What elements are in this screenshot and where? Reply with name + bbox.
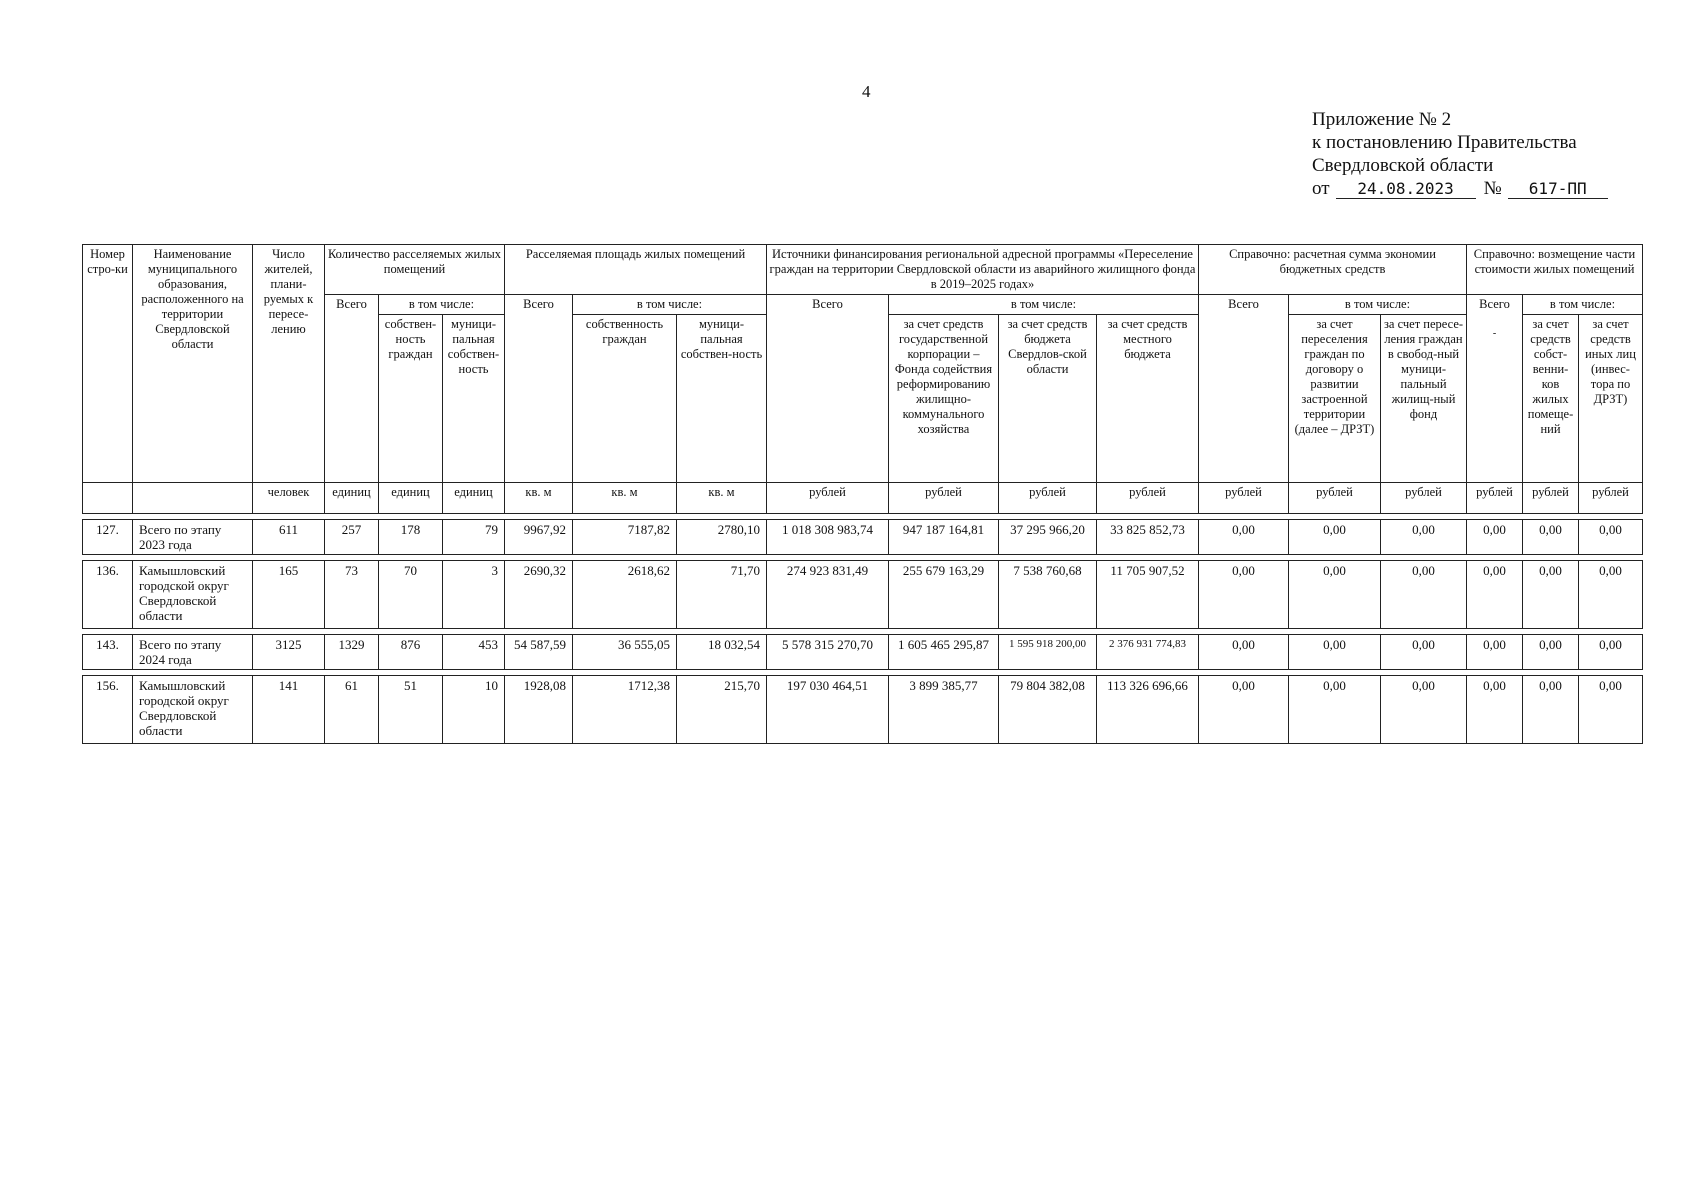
row-fin-total: 197 030 464,51 [767,676,889,744]
row-comp-owners: 0,00 [1523,520,1579,555]
units-row [83,483,1643,514]
table-row [83,520,1643,555]
row-fin-local: 11 705 907,52 [1097,561,1199,629]
resettlement-table [82,244,1643,744]
row-fin-total: 274 923 831,49 [767,561,889,629]
row-residents: 611 [253,520,325,555]
row-name: Камышловский городской округ Свердловской области [133,561,253,629]
row-name: Всего по этапу 2023 года [133,520,253,555]
row-comp-other: 0,00 [1579,676,1643,744]
row-comp-owners: 0,00 [1523,676,1579,744]
row-fin-region: 79 804 382,08 [999,676,1097,744]
table-row [83,635,1643,670]
unit-econ-total: рублей [1199,483,1289,514]
row-comp-owners: 0,00 [1523,635,1579,670]
unit-econ-drzt: рублей [1289,483,1381,514]
unit-econ-free: рублей [1381,483,1467,514]
row-comp-total: 0,00 [1467,520,1523,555]
header-econ-free: за счет пересе-ления граждан в свобод-ный муници-пальный жилищ-ный фонд [1381,315,1467,483]
row-fin-fund: 3 899 385,77 [889,676,999,744]
header-fin-local: за счет средств местного бюджета [1097,315,1199,483]
row-fin-local: 33 825 852,73 [1097,520,1199,555]
unit-area-municipal: кв. м [677,483,767,514]
row-area-owned: 7187,82 [573,520,677,555]
header-area-including: в том числе: [573,295,767,315]
appendix-date-line [1312,177,1608,200]
row-rooms-owned: 876 [379,635,443,670]
row-area-total: 1928,08 [505,676,573,744]
unit-fin-total: рублей [767,483,889,514]
appendix-resolution: к постановлению Правительства [1312,132,1577,153]
header-fin-fund: за счет средств государственной корпорации – Фонда содействия реформированию жилищно-коммунального хозяйства [889,315,999,483]
unit-rooms-owned: единиц [379,483,443,514]
header-rooms-including: в том числе: [379,295,505,315]
header-comp-total: Всего - [1467,295,1523,483]
row-rooms-total: 257 [325,520,379,555]
row-comp-other: 0,00 [1579,561,1643,629]
row-residents: 165 [253,561,325,629]
row-econ-total: 0,00 [1199,520,1289,555]
row-comp-other: 0,00 [1579,635,1643,670]
row-residents: 141 [253,676,325,744]
header-economy-group: Справочно: расчетная сумма экономии бюджетных средств [1199,245,1467,295]
row-econ-drzt: 0,00 [1289,520,1381,555]
row-econ-free: 0,00 [1381,520,1467,555]
row-fin-region: 7 538 760,68 [999,561,1097,629]
row-econ-total: 0,00 [1199,561,1289,629]
row-econ-total: 0,00 [1199,676,1289,744]
appendix-region: Свердловской области [1312,155,1494,176]
row-fin-local: 113 326 696,66 [1097,676,1199,744]
header-comp-owners: за счет средств собст-венни-ков жилых помеще-ний [1523,315,1579,483]
page-number: 4 [862,82,871,101]
row-rooms-municipal: 3 [443,561,505,629]
table-row [83,561,1643,629]
row-rooms-owned: 51 [379,676,443,744]
row-num: 156. [83,676,133,744]
header-area-group: Расселяемая площадь жилых помещений [505,245,767,295]
row-comp-owners: 0,00 [1523,561,1579,629]
header-comp-including: в том числе: [1523,295,1643,315]
header-num: Номер стро-ки [83,245,133,483]
appendix-title: Приложение № 2 [1312,109,1452,130]
resolution-number: 617-ПП [1508,180,1608,199]
header-econ-including: в том числе: [1289,295,1467,315]
row-rooms-municipal: 10 [443,676,505,744]
date-prefix: от [1312,178,1330,199]
row-area-municipal: 215,70 [677,676,767,744]
row-area-owned: 36 555,05 [573,635,677,670]
row-comp-total: 0,00 [1467,561,1523,629]
row-area-total: 54 587,59 [505,635,573,670]
row-fin-local: 2 376 931 774,83 [1097,635,1199,670]
header-rooms-group: Количество расселяемых жилых помещений [325,245,505,295]
header-rooms-municipal: муници-пальная собствен-ность [443,315,505,483]
header-fin-including: в том числе: [889,295,1199,315]
unit-people: человек [253,483,325,514]
row-area-municipal: 71,70 [677,561,767,629]
row-econ-free: 0,00 [1381,676,1467,744]
row-area-owned: 2618,62 [573,561,677,629]
header-econ-drzt: за счет переселения граждан по договору о развитии застроенной территории (далее – ДРЗТ) [1289,315,1381,483]
number-prefix: № [1483,178,1502,199]
row-comp-total: 0,00 [1467,676,1523,744]
row-econ-total: 0,00 [1199,635,1289,670]
header-name: Наименование муниципального образования, расположенного на территории Свердловской области [133,245,253,483]
resolution-date: 24.08.2023 [1336,180,1476,199]
row-fin-region: 1 595 918 200,00 [999,635,1097,670]
row-fin-fund: 947 187 164,81 [889,520,999,555]
row-comp-total: 0,00 [1467,635,1523,670]
row-area-municipal: 18 032,54 [677,635,767,670]
header-area-owned: собственность граждан [573,315,677,483]
unit-area-total: кв. м [505,483,573,514]
unit-fin-fund: рублей [889,483,999,514]
row-num: 127. [83,520,133,555]
row-rooms-municipal: 453 [443,635,505,670]
row-name: Камышловский городской округ Свердловской области [133,676,253,744]
header-rooms-owned: собствен-ность граждан [379,315,443,483]
row-fin-region: 37 295 966,20 [999,520,1097,555]
row-name: Всего по этапу 2024 года [133,635,253,670]
row-econ-free: 0,00 [1381,561,1467,629]
row-rooms-municipal: 79 [443,520,505,555]
row-area-total: 2690,32 [505,561,573,629]
row-rooms-total: 1329 [325,635,379,670]
row-fin-fund: 255 679 163,29 [889,561,999,629]
header-fin-total: Всего [767,295,889,483]
row-area-owned: 1712,38 [573,676,677,744]
row-area-total: 9967,92 [505,520,573,555]
row-num: 143. [83,635,133,670]
header-finance-group: Источники финансирования региональной адресной программы «Переселение граждан на территории Свердловской области из аварийного жилищного фонда в 2019–2025 годах» [767,245,1199,295]
header-compensation-group: Справочно: возмещение части стоимости жилых помещений [1467,245,1643,295]
header-area-municipal: муници-пальная собствен-ность [677,315,767,483]
header-fin-region: за счет средств бюджета Свердлов-ской области [999,315,1097,483]
header-rooms-total: Всего [325,295,379,483]
unit-rooms-total: единиц [325,483,379,514]
unit-fin-local: рублей [1097,483,1199,514]
unit-rooms-municipal: единиц [443,483,505,514]
row-fin-total: 1 018 308 983,74 [767,520,889,555]
row-rooms-total: 73 [325,561,379,629]
row-comp-other: 0,00 [1579,520,1643,555]
dash-mark: - [1492,328,1497,339]
row-fin-total: 5 578 315 270,70 [767,635,889,670]
unit-comp-total: рублей [1467,483,1523,514]
row-rooms-owned: 70 [379,561,443,629]
row-num: 136. [83,561,133,629]
appendix-header [1312,108,1608,200]
unit-comp-owners: рублей [1523,483,1579,514]
row-econ-drzt: 0,00 [1289,676,1381,744]
table-row [83,676,1643,744]
header-row-1 [83,245,1643,295]
header-econ-total: Всего [1199,295,1289,483]
header-residents: Число жителей, плани-руемых к пересе-лению [253,245,325,483]
unit-comp-other: рублей [1579,483,1643,514]
row-econ-drzt: 0,00 [1289,635,1381,670]
row-area-municipal: 2780,10 [677,520,767,555]
row-econ-free: 0,00 [1381,635,1467,670]
header-area-total: Всего [505,295,573,483]
row-econ-drzt: 0,00 [1289,561,1381,629]
row-fin-fund: 1 605 465 295,87 [889,635,999,670]
row-rooms-total: 61 [325,676,379,744]
header-comp-other: за счет средств иных лиц (инвес-тора по ДРЗТ) [1579,315,1643,483]
unit-area-owned: кв. м [573,483,677,514]
unit-fin-region: рублей [999,483,1097,514]
row-residents: 3125 [253,635,325,670]
row-rooms-owned: 178 [379,520,443,555]
